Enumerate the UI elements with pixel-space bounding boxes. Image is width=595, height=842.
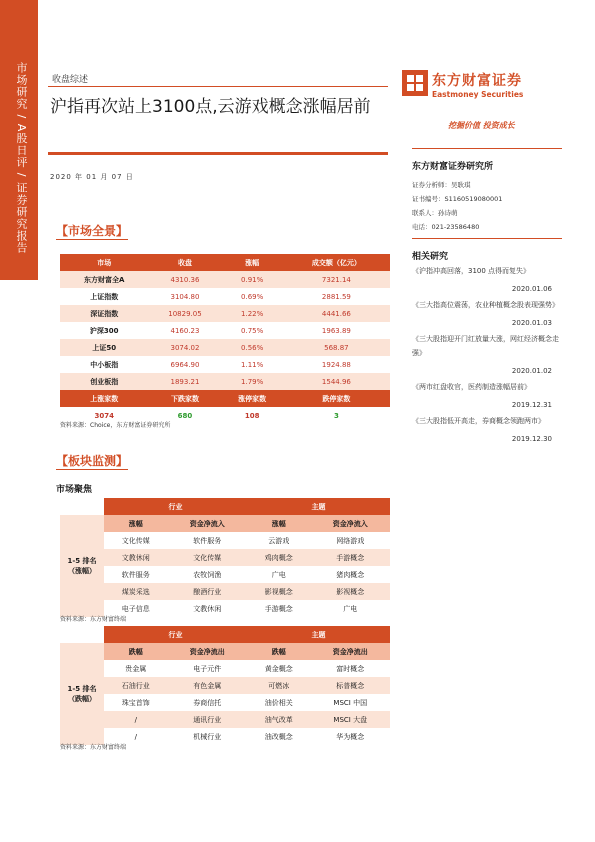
table-cell: 软件服务 xyxy=(121,570,150,579)
table-cell: 富时概念 xyxy=(336,664,365,673)
related-date: 2019.12.30 xyxy=(511,435,552,443)
up-count: 3074 xyxy=(94,411,114,420)
table-cell: MSCI 中国 xyxy=(333,698,368,707)
col-header: 涨幅 xyxy=(104,515,168,532)
table-row xyxy=(60,356,390,373)
table-row xyxy=(60,566,390,583)
group-header: 行业 xyxy=(104,626,247,643)
table-row xyxy=(60,339,390,356)
close-value: 4310.36 xyxy=(148,271,221,288)
losers-table xyxy=(60,626,390,745)
turnover: 1963.89 xyxy=(321,326,351,335)
table-cell: 石油行业 xyxy=(104,677,168,694)
col-header: 涨幅 xyxy=(247,515,311,532)
table-cell: 可燃冰 xyxy=(247,677,311,694)
rank-label: 1-5 排名 （涨幅） xyxy=(60,515,104,617)
change-pct: 0.69% xyxy=(241,292,264,301)
index-name: 东方财富全A xyxy=(60,271,148,288)
table-cell: 电子元件 xyxy=(193,664,222,673)
table-cell: 农牧饲渔 xyxy=(193,570,222,579)
change-pct: 1.22% xyxy=(222,305,283,322)
table-cell: 鸡肉概念 xyxy=(247,549,311,566)
count-header: 涨停家数 xyxy=(222,390,283,407)
table-row xyxy=(60,305,390,322)
turnover: 568.87 xyxy=(283,339,390,356)
table-cell: MSCI 大盘 xyxy=(311,711,390,728)
table-row xyxy=(60,583,390,600)
sidebar-text: 市场研究 / A股日评 / 证券研究报告 xyxy=(15,62,28,254)
table-row xyxy=(60,711,390,728)
col-header: 资金净流入 xyxy=(311,515,390,532)
table-row xyxy=(60,322,390,339)
table-cell: 电子信息 xyxy=(121,604,150,613)
top-rule xyxy=(48,86,388,87)
close-value: 4160.23 xyxy=(170,326,200,335)
related-date: 2020.01.02 xyxy=(511,367,552,375)
brand-name-cn: 东方财富证券 xyxy=(432,73,522,89)
table-cell: 猪肉概念 xyxy=(336,570,365,579)
table-row xyxy=(60,288,390,305)
change-pct: 0.75% xyxy=(241,326,264,335)
col-header: 资金净流入 xyxy=(168,515,247,532)
market-overview-table xyxy=(60,254,390,424)
table-cell: / xyxy=(134,732,137,741)
table-cell: 网络游戏 xyxy=(336,536,365,545)
table-row xyxy=(60,373,390,390)
table-cell: 黄金概念 xyxy=(264,664,293,673)
index-name: 上证50 xyxy=(60,339,148,356)
table-row xyxy=(60,660,390,677)
limit-up-count: 108 xyxy=(244,411,260,420)
section-tag: 收盘综述 xyxy=(52,75,89,85)
col-header: 资金净流出 xyxy=(311,643,390,660)
table-cell: 贵金属 xyxy=(125,664,147,673)
table-cell: 煤炭采选 xyxy=(104,583,168,600)
close-value: 3074.02 xyxy=(148,339,221,356)
table-cell: / xyxy=(104,711,168,728)
table-cell: 华为概念 xyxy=(336,732,365,741)
table-cell: 珠宝首饰 xyxy=(121,698,150,707)
table-cell: 软件服务 xyxy=(193,536,222,545)
close-value: 6964.90 xyxy=(170,360,200,369)
turnover: 1544.96 xyxy=(283,373,390,390)
related-date: 2019.12.31 xyxy=(511,401,552,409)
table-cell: 广电 xyxy=(343,604,358,613)
change-pct: 0.91% xyxy=(222,271,283,288)
institute-title: 东方财富证券研究所 xyxy=(412,162,494,172)
table-cell: 影视概念 xyxy=(311,583,390,600)
research-institute xyxy=(412,148,562,234)
table-cell: 油改概念 xyxy=(264,732,293,741)
table-row xyxy=(60,532,390,549)
phone-line: 电话：021-23586480 xyxy=(412,223,480,231)
table-cell: 手游概念 xyxy=(264,604,293,613)
market-overview-heading: 【市场全景】 xyxy=(56,224,129,238)
cert-line: 证书编号：S1160519080001 xyxy=(412,195,503,203)
table-cell: 券商信托 xyxy=(193,698,222,707)
table-cell: 有色金属 xyxy=(168,677,247,694)
index-name: 深证指数 xyxy=(60,305,148,322)
index-name: 中小板指 xyxy=(90,360,119,369)
close-value: 3104.80 xyxy=(170,292,200,301)
count-header: 下跌家数 xyxy=(148,390,221,407)
contact-line: 联系人：孙诗萌 xyxy=(412,209,458,217)
gainers-table xyxy=(60,498,390,617)
col-header: 成交额（亿元） xyxy=(283,254,390,271)
page-title: 沪指再次站上3100点,云游戏概念涨幅居前 xyxy=(50,97,371,117)
brand-logo xyxy=(402,70,552,110)
table-cell: 机械行业 xyxy=(193,732,222,741)
gainers-source: 资料来源：东方财富终端 xyxy=(60,616,127,623)
index-name: 创业板指 xyxy=(60,373,148,390)
related-research xyxy=(412,238,562,446)
turnover: 7321.14 xyxy=(283,271,390,288)
table-cell: 油气改革 xyxy=(247,711,311,728)
change-pct: 1.79% xyxy=(222,373,283,390)
rank-label: 1-5 排名 （跌幅） xyxy=(60,643,104,745)
sector-monitor-heading: 【板块监测】 xyxy=(56,454,129,468)
table-cell: 手游概念 xyxy=(311,549,390,566)
losers-source: 资料来源：东方财富终端 xyxy=(60,744,127,751)
col-header: 资金净流出 xyxy=(168,643,247,660)
table-row xyxy=(60,549,390,566)
brand-name-en: Eastmoney Securities xyxy=(432,90,524,99)
change-pct: 1.11% xyxy=(241,360,264,369)
col-header: 涨幅 xyxy=(222,254,283,271)
table-row xyxy=(60,677,390,694)
down-count: 680 xyxy=(177,411,193,420)
related-item[interactable]: 《三大股指低开高走，券商概念领跑两市》 xyxy=(412,417,545,425)
related-date: 2020.01.03 xyxy=(511,319,552,327)
table-cell: 文化传媒 xyxy=(168,549,247,566)
table-cell: 文教休闲 xyxy=(104,549,168,566)
title-rule xyxy=(48,152,388,155)
table-row xyxy=(60,694,390,711)
count-header: 跌停家数 xyxy=(283,390,390,407)
table-row xyxy=(60,271,390,288)
change-pct: 0.56% xyxy=(222,339,283,356)
col-header: 跌幅 xyxy=(247,643,311,660)
related-item[interactable]: 《三大股指迎开门红放量大涨，网红经济概念走强》 xyxy=(412,335,559,357)
col-header: 跌幅 xyxy=(104,643,168,660)
col-header: 收盘 xyxy=(148,254,221,271)
group-header: 主题 xyxy=(247,498,390,515)
related-item[interactable]: 《三大指高位震荡，农业种植概念股表现强势》 xyxy=(412,301,559,309)
brand-slogan: 挖掘价值 投资成长 xyxy=(448,121,515,130)
table-cell: 酿酒行业 xyxy=(168,583,247,600)
group-header: 主题 xyxy=(247,626,390,643)
related-title: 相关研究 xyxy=(412,252,449,262)
report-date: 2020 年 01 月 07 日 xyxy=(50,173,134,181)
table-cell: 影视概念 xyxy=(247,583,311,600)
turnover: 1924.88 xyxy=(321,360,351,369)
index-name: 沪深300 xyxy=(89,326,119,335)
close-value: 1893.21 xyxy=(148,373,221,390)
turnover: 4441.66 xyxy=(283,305,390,322)
index-name: 上证指数 xyxy=(90,292,119,301)
group-header: 行业 xyxy=(104,498,247,515)
sidebar xyxy=(0,0,38,842)
logo-mark-icon xyxy=(402,70,428,96)
related-item[interactable]: 《沪指冲高回落，3100 点得而复失》 xyxy=(412,267,531,275)
market-source: 资料来源：Choice，东方财富证券研究所 xyxy=(60,422,171,429)
count-header: 上涨家数 xyxy=(60,390,148,407)
limit-down-count: 3 xyxy=(333,411,339,420)
analyst-line: 证券分析师：吴耿琪 xyxy=(412,181,471,189)
table-cell: 文化传媒 xyxy=(121,536,150,545)
close-value: 10829.05 xyxy=(148,305,221,322)
table-cell: 云游戏 xyxy=(268,536,290,545)
table-cell: 通讯行业 xyxy=(168,711,247,728)
table-cell: 广电 xyxy=(271,570,286,579)
table-cell: 油价相关 xyxy=(264,698,293,707)
col-header: 市场 xyxy=(60,254,148,271)
table-cell: 文教休闲 xyxy=(193,604,222,613)
related-item[interactable]: 《两市红盘收官，医药制造涨幅居前》 xyxy=(412,383,531,391)
table-cell: 标普概念 xyxy=(311,677,390,694)
turnover: 2881.59 xyxy=(321,292,351,301)
market-focus-heading: 市场聚焦 xyxy=(56,485,93,495)
related-date: 2020.01.06 xyxy=(511,285,552,293)
